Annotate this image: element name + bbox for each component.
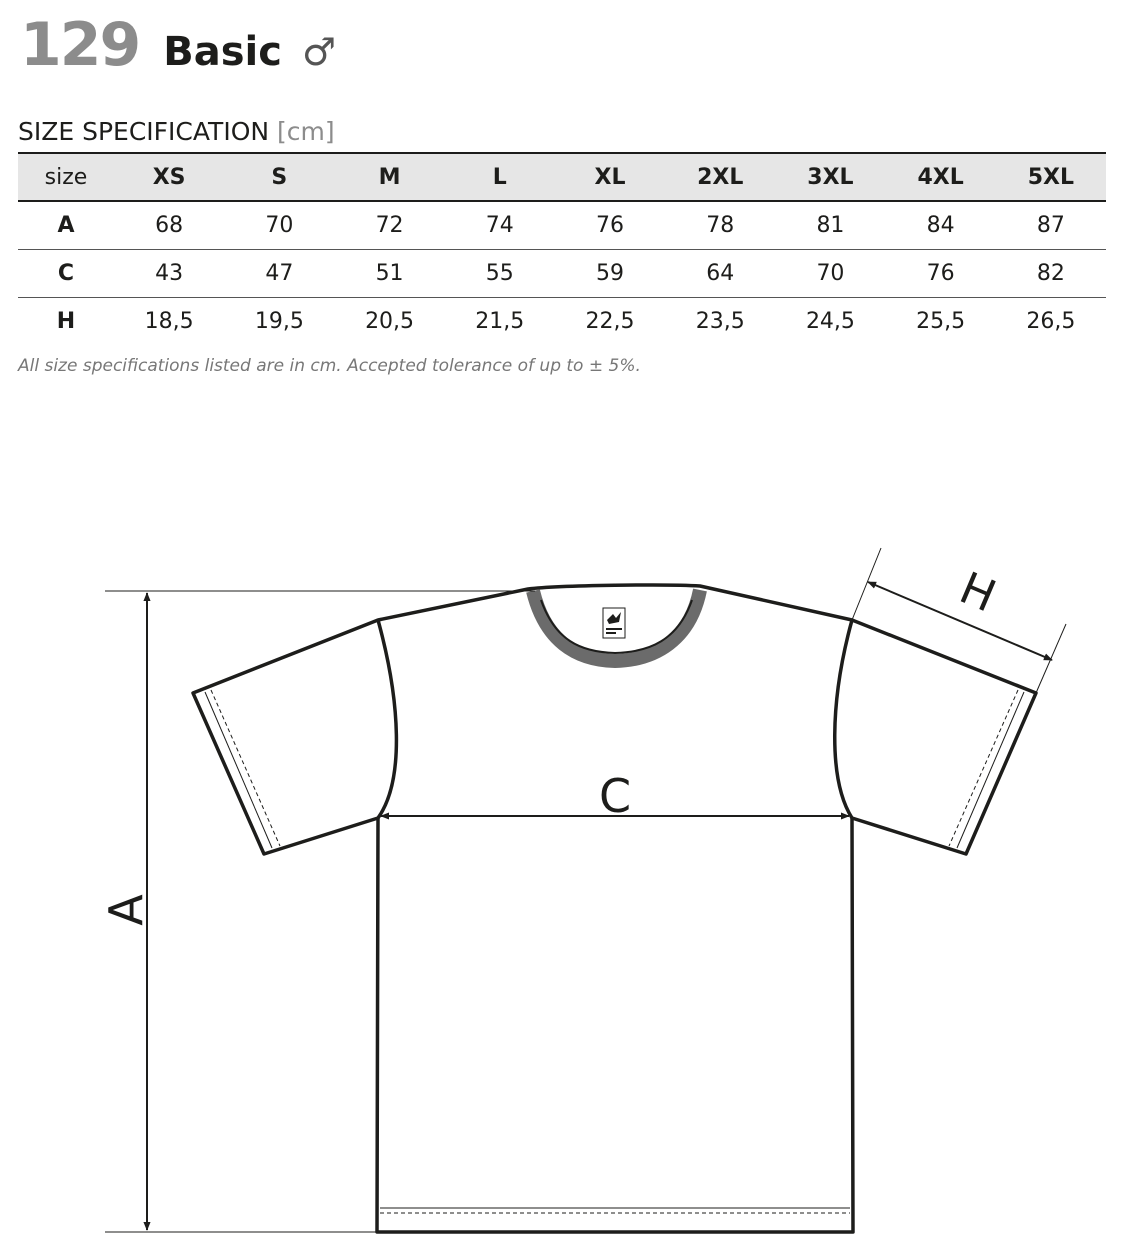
table-cell: 24,5 <box>805 309 855 334</box>
table-cell: 59 <box>596 261 624 286</box>
right-sleeve-hem-stitch <box>949 690 1018 846</box>
tolerance-note: All size specifications listed are in cm. Accepted tolerance of up to ± 5%. <box>18 356 641 376</box>
right-sleeve-hem <box>957 692 1024 848</box>
table-cell: 76 <box>596 213 624 238</box>
neck-label <box>603 608 625 638</box>
table-cell: 82 <box>1036 261 1065 286</box>
table-cell: 26,5 <box>1026 309 1076 334</box>
size-col-header: XS <box>114 153 224 201</box>
spec-title: SIZE SPECIFICATION <box>18 117 270 146</box>
dimension-h-label: H <box>952 562 1003 623</box>
table-cell: 70 <box>265 213 294 238</box>
table-cell: 74 <box>485 213 514 238</box>
table-cell: 25,5 <box>916 309 966 334</box>
dimension-c-label: C <box>598 769 632 823</box>
table-cell: 68 <box>155 213 184 238</box>
table-cell: 21,5 <box>475 309 525 334</box>
spec-unit: [cm] <box>277 117 335 146</box>
table-cell: 87 <box>1036 213 1065 238</box>
row-label: A <box>57 213 75 238</box>
size-col-header: 2XL <box>665 153 775 201</box>
table-cell: 84 <box>926 213 955 238</box>
table-cell: 64 <box>706 261 735 286</box>
table-cell: 20,5 <box>365 309 415 334</box>
table-cell: 22,5 <box>585 309 635 334</box>
size-col-header: L <box>445 153 555 201</box>
table-cell: 47 <box>265 261 294 286</box>
table-cell: 78 <box>706 213 735 238</box>
table-cell: 18,5 <box>144 309 194 334</box>
table-cell: 72 <box>375 213 404 238</box>
table-cell: 55 <box>485 261 514 286</box>
table-cell: 81 <box>816 213 845 238</box>
size-col-header: 5XL <box>996 153 1106 201</box>
left-sleeve-hem <box>205 692 272 848</box>
table-cell: 51 <box>375 261 404 286</box>
male-symbol-icon: ♂ <box>301 30 337 74</box>
size-col-header: XL <box>555 153 665 201</box>
left-sleeve <box>193 620 378 854</box>
table-cell: 43 <box>155 261 184 286</box>
right-sleeve <box>852 620 1036 854</box>
dimension-a <box>99 591 535 1232</box>
tshirt-outline <box>193 585 1036 1232</box>
tshirt-body <box>377 818 853 1232</box>
table-cell: 76 <box>926 261 955 286</box>
dimension-c <box>381 769 849 823</box>
size-col-header: S <box>224 153 334 201</box>
product-name: Basic <box>163 29 282 75</box>
table-cell: 70 <box>816 261 845 286</box>
dimension-h <box>852 548 1066 693</box>
row-label: C <box>57 261 75 286</box>
dimension-a-label: A <box>99 894 153 926</box>
left-sleeve-hem-stitch <box>211 690 280 846</box>
table-cell: 19,5 <box>254 309 304 334</box>
size-header-label: size <box>18 153 114 201</box>
size-col-header: M <box>334 153 444 201</box>
dimension-h-ext-1 <box>852 548 881 620</box>
size-col-header: 4XL <box>886 153 996 201</box>
size-col-header: 3XL <box>775 153 885 201</box>
table-cell: 23,5 <box>695 309 745 334</box>
product-code: 129 <box>20 10 140 80</box>
row-label: H <box>56 309 76 334</box>
